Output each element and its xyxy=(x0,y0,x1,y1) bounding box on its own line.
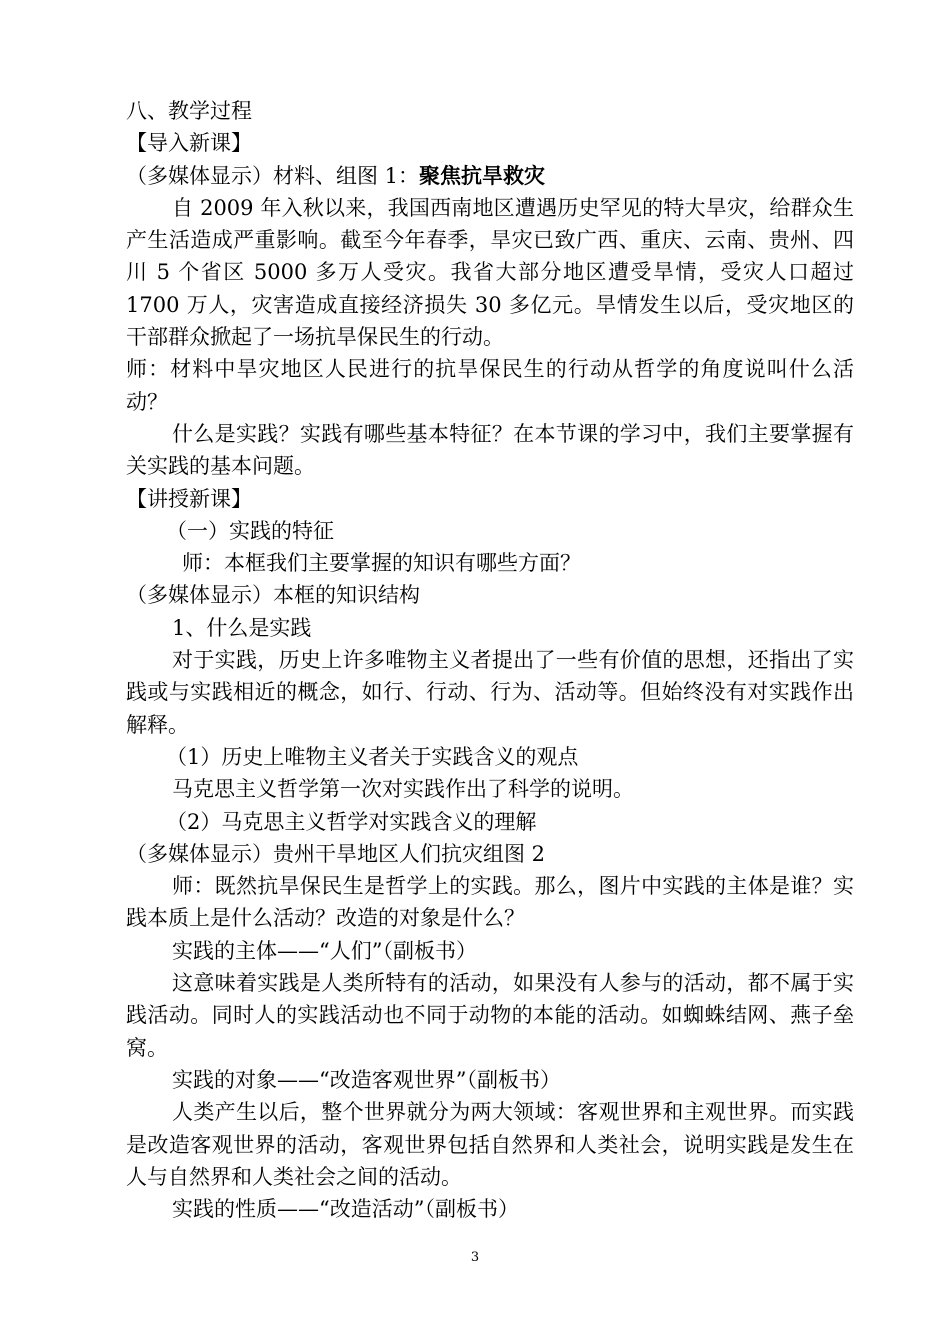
practice-subject-paragraph: 这意味着实践是人类所特有的活动，如果没有人参与的活动，都不属于实践活动。同时人的实践活动也不同于动物的本能的活动。如蜘蛛结网、燕子垒窝。 xyxy=(126,971,854,1060)
subsection-heading: （一）实践的特征 xyxy=(166,518,334,543)
teacher-question-structure: 师：本框我们主要掌握的知识有哪些方面？ xyxy=(182,551,581,576)
teacher-question-intro: 师：材料中旱灾地区人民进行的抗旱保民生的行动从哲学的角度说叫什么活动？ xyxy=(126,357,854,414)
drought-paragraph: 自 2009 年入秋以来，我国西南地区遭遇历史罕见的特大旱灾，给群众生产生活造成严重影响。截至今年春季，旱灾已致广西、重庆、云南、贵州、四川 5 个省区 5000 多万人受灾。我省大部分地区遭受旱情，受灾人口超过 1700 万人，灾害造成直接经济损失 30 多亿元。旱情发生以后，受灾地区的干部群众掀起了一场抗旱保民生的行动。 xyxy=(126,195,854,350)
marx-statement: 马克思主义哲学第一次对实践作出了科学的说明。 xyxy=(172,777,634,802)
practice-object-paragraph: 人类产生以后，整个世界就分为两大领域：客观世界和主观世界。而实践是改造客观世界的活动，客观世界包括自然界和人类社会，说明实践是发生在人与自然界和人类社会之间的活动。 xyxy=(126,1100,854,1189)
lead-in-paragraph: 什么是实践？实践有哪些基本特征？在本节课的学习中，我们主要掌握有关实践的基本问题。 xyxy=(126,421,854,479)
multimedia-group2-line: （多媒体显示）贵州干旱地区人们抗灾组图 2 xyxy=(126,841,546,866)
practice-object-label: 实践的对象——“改造客观世界”（副板书） xyxy=(172,1067,561,1092)
lecture-heading: 【讲授新课】 xyxy=(126,486,252,511)
teacher-question-practice: 师：既然抗旱保民生是哲学上的实践。那么，图片中实践的主体是谁？实践本质上是什么活动？改造的对象是什么？ xyxy=(126,874,854,931)
practice-subject-label: 实践的主体——“人们”（副板书） xyxy=(172,938,477,963)
item-historical-views: （1）历史上唯物主义者关于实践含义的观点 xyxy=(166,744,579,769)
multimedia-structure-line: （多媒体显示）本框的知识结构 xyxy=(126,583,420,608)
history-paragraph: 对于实践，历史上许多唯物主义者提出了一些有价值的思想，还指出了实践或与实践相近的概念，如行、行动、行为、活动等。但始终没有对实践作出解释。 xyxy=(126,648,854,737)
page-number: 3 xyxy=(470,1250,480,1265)
item-marxist-understanding: （2）马克思主义哲学对实践含义的理解 xyxy=(166,809,537,834)
intro-material-line xyxy=(126,160,854,192)
section-heading: 八、教学过程 xyxy=(126,99,252,123)
material-prefix: （多媒体显示）材料、组图 1： xyxy=(126,163,420,188)
point-what-is-practice: 1、什么是实践 xyxy=(172,615,312,640)
material-title: 聚焦抗旱救灾 xyxy=(419,162,546,188)
document-body xyxy=(126,95,854,1225)
practice-nature-label: 实践的性质——“改造活动”（副板书） xyxy=(172,1197,519,1222)
intro-heading: 【导入新课】 xyxy=(126,131,252,156)
